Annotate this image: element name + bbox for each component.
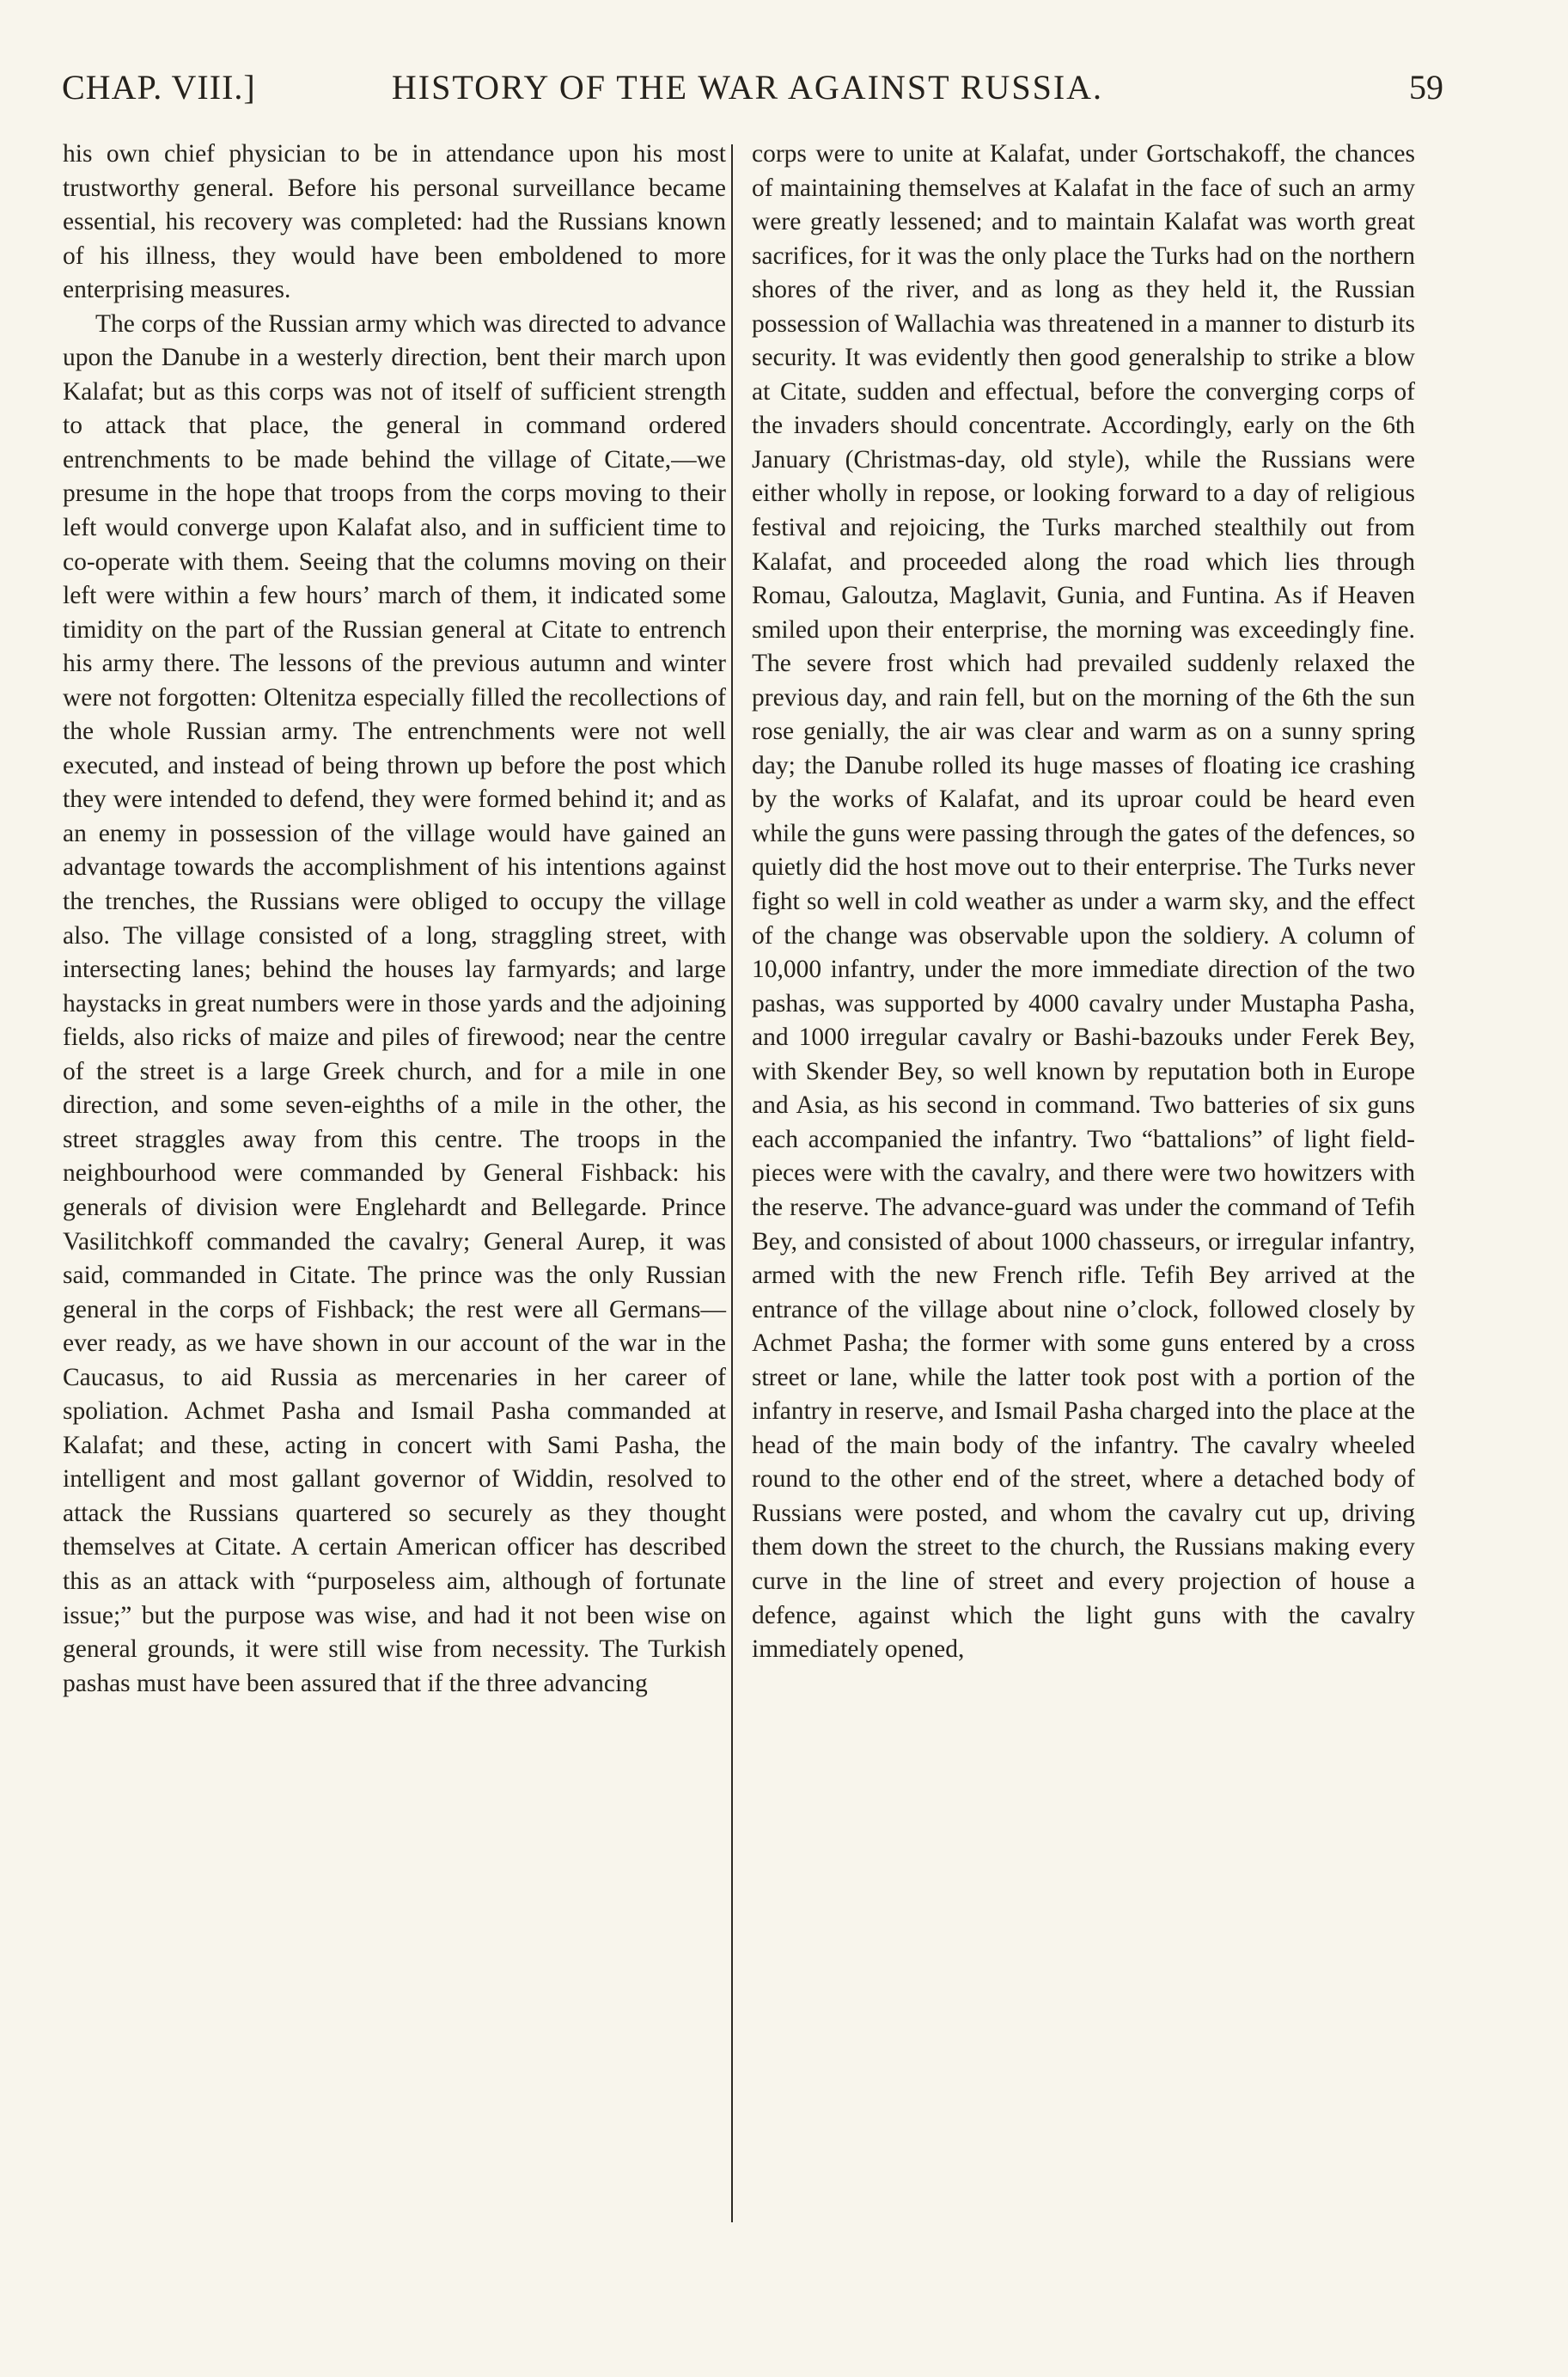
left-paragraph-2: The corps of the Russian army which was directed to advance upon the Danube in a westerly direction, bent their march upon Kalafat; but as this corps was not of itself of sufficient strength to attack that place, the general in command ordered entrenchments to be made behind the village of Citate,—we presume in the hope that troops from the corps moving to their left would converge upon Kalafat also, and in sufficient time to co-operate with them. Seeing that the columns moving on their left were within a few hours’ march of them, it indicated some timidity on the part of the Russian general at Citate to entrench his army there. The lessons of the previous autumn and winter were not forgotten: Oltenitza especially filled the recollections of the whole Russian army. The entrenchments were not well executed, and instead of being thrown up before the post which they were intended to defend, they were formed behind it; and as an enemy in possession of the village would have gained an advantage towards the accomplishment of his intentions against the trenches, the Russians were obliged to occupy the village also. The village consisted of a long, straggling street, with intersecting lanes; behind the houses lay farmyards; and large haystacks in great numbers were in those yards and the adjoining fields, also ricks of maize and piles of firewood; near the centre of the street is a large Greek church, and for a mile in one direction, and some seven-eighths of a mile in the other, the street straggles away from this centre. The troops in the neighbourhood were commanded by General Fishback: his generals of division were Englehardt and Bellegarde. Prince Vasilitchkoff commanded the cavalry; General Aurep, it was said, commanded in Citate. The prince was the only Russian general in the corps of Fishback; the rest were all Germans—ever ready, as we have shown in our account of the war in the Caucasus, to aid Russia as mercenaries in her career of spoliation. Achmet Pasha and Ismail Pasha commanded at Kalafat; and these, acting in concert with Sami Pasha, the intelligent and most gallant governor of Widdin, resolved to attack the Russians quartered so securely as they thought themselves at Citate. A certain American officer has described this as an attack with “purposeless aim, although of fortunate issue;” but the purpose was wise, and had it not been wise on general grounds, it were still wise from necessity. The Turkish pashas must have been assured that if the three advancing xyxy=(63,309,726,1697)
page-number: 59 xyxy=(1409,68,1443,107)
running-title: HISTORY OF THE WAR AGAINST RUSSIA. xyxy=(391,68,1104,107)
chapter-label: CHAP. VIII.] xyxy=(62,68,256,107)
left-paragraph-1: his own chief physician to be in attendance upon his most trustworthy general. Before his personal surveillance became essential, his recovery was completed: had the Russians known of his illness, they would have been emboldened to more enterprising measures. xyxy=(63,140,726,304)
column-divider xyxy=(731,144,733,2222)
right-column xyxy=(752,137,1415,1667)
right-paragraph-1: corps were to unite at Kalafat, under Gortschakoff, the chances of maintaining themselves at Kalafat in the face of such an army were greatly lessened; and to maintain Kalafat was worth great sacrifices, for it was the only place the Turks had on the northern shores of the river, and as long as they held it, the Russian possession of Wallachia was threatened in a manner to disturb its security. It was evidently then good generalship to strike a blow at Citate, sudden and effectual, before the converging corps of the invaders should concentrate. Accordingly, early on the 6th January (Christmas-day, old style), while the Russians were either wholly in repose, or looking forward to a day of religious festival and rejoicing, the Turks marched stealthily out from Kalafat, and proceeded along the road which lies through Romau, Galoutza, Maglavit, Gunia, and Funtina. As if Heaven smiled upon their enterprise, the morning was exceedingly fine. The severe frost which had prevailed suddenly relaxed the previous day, and rain fell, but on the morning of the 6th the sun rose genially, the air was clear and warm as on a sunny spring day; the Danube rolled its huge masses of floating ice crashing by the works of Kalafat, and its uproar could be heard even while the guns were passing through the gates of the defences, so quietly did the host move out to their enterprise. The Turks never fight so well in cold weather as under a warm sky, and the effect of the change was observable upon the soldiery. A column of 10,000 infantry, under the more immediate direction of the two pashas, was supported by 4000 cavalry under Mustapha Pasha, and 1000 irregular cavalry or Bashi-bazouks under Ferek Bey, with Skender Bey, so well known by reputation both in Europe and Asia, as his second in command. Two batteries of six guns each accompanied the infantry. Two “battalions” of light field-pieces were with the cavalry, and there were two howitzers with the reserve. The advance-guard was under the command of Tefih Bey, and consisted of about 1000 chasseurs, or irregular infantry, armed with the new French rifle. Tefih Bey arrived at the entrance of the village about nine o’clock, followed closely by Achmet Pasha; the former with some guns entered by a cross street or lane, while the latter took post with a portion of the infantry in reserve, and Ismail Pasha charged into the place at the head of the main body of the infantry. The cavalry wheeled round to the other end of the street, where a detached body of Russians were posted, and whom the cavalry cut up, driving them down the street to the church, the Russians making every curve in the line of street and every projection of house a defence, against which the light guns with the cavalry immediately opened, xyxy=(752,140,1415,1664)
running-header xyxy=(52,67,1443,110)
left-column xyxy=(63,137,726,1701)
